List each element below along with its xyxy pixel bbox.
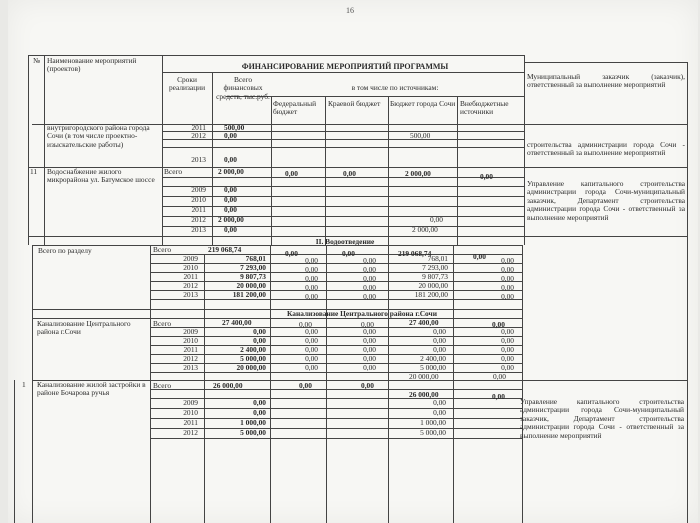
block4-row-federal: 0,00 bbox=[305, 363, 318, 372]
block3-row-regional: 0,00 bbox=[363, 292, 376, 301]
header-terms: Сроки реализации bbox=[168, 75, 206, 93]
block4-regional: 0,00 bbox=[361, 320, 374, 329]
block3-year: 2012 bbox=[183, 281, 198, 290]
header-federal: Федеральный бюджет bbox=[273, 99, 317, 117]
block2-total-label: Всего bbox=[164, 167, 183, 176]
page-number: 16 bbox=[346, 6, 354, 15]
block4-extra-extra: 0,00 bbox=[493, 372, 506, 381]
block1-year: 2012 bbox=[191, 131, 206, 140]
block1-total: 500,00 bbox=[224, 123, 245, 132]
block4-year: 2009 bbox=[183, 327, 198, 336]
block2-row-total: 0,00 bbox=[224, 205, 237, 214]
block4-city: 27 400,00 bbox=[409, 318, 439, 327]
block3-extra: 0,00 bbox=[473, 252, 486, 261]
block3-row-federal: 0,00 bbox=[305, 274, 318, 283]
block2-year: 2010 bbox=[191, 195, 206, 204]
block5-row-total: 1 000,00 bbox=[240, 418, 266, 427]
block5-year: 2012 bbox=[183, 428, 198, 437]
block4-row-regional: 0,00 bbox=[363, 336, 376, 345]
block3-regional: 0,00 bbox=[342, 249, 355, 258]
block4-row-total: 5 000,00 bbox=[240, 354, 266, 363]
block3-row-total: 20 000,00 bbox=[236, 281, 266, 290]
block2-year: 2011 bbox=[191, 205, 206, 214]
block3-row-extra: 0,00 bbox=[501, 256, 514, 265]
block1-year: 2013 bbox=[191, 155, 206, 164]
block4-year: 2012 bbox=[183, 354, 198, 363]
block4-row-city: 5 000,00 bbox=[420, 363, 446, 372]
header-financing: ФИНАНСИРОВАНИЕ МЕРОПРИЯТИЙ ПРОГРАММЫ bbox=[241, 62, 449, 71]
block4-row-federal: 0,00 bbox=[305, 327, 318, 336]
block4-row-total: 0,00 bbox=[253, 327, 266, 336]
block2-num: 11 bbox=[30, 167, 38, 176]
block4-row-city: 0,00 bbox=[433, 327, 446, 336]
block1-customer: строительства администрации города Сочи - ответственный за выполнение мероприятий bbox=[527, 140, 685, 158]
block1-year: 2011 bbox=[191, 123, 206, 132]
block3-city: 219 068,74 bbox=[398, 249, 432, 258]
block4-row-federal: 0,00 bbox=[305, 345, 318, 354]
block3-row-regional: 0,00 bbox=[363, 283, 376, 292]
block3-total-label: Всего bbox=[153, 245, 172, 254]
header-total: Всего финансовых средств, тыс.руб. bbox=[216, 75, 270, 101]
block2-row-total: 0,00 bbox=[224, 225, 237, 234]
block3-row-extra: 0,00 bbox=[501, 265, 514, 274]
block3-row-total: 9 807,73 bbox=[240, 272, 266, 281]
block5-row-total: 0,00 bbox=[253, 398, 266, 407]
section-title: II. Водоотведение bbox=[315, 237, 375, 246]
header-city: Бюджет города Сочи bbox=[390, 99, 456, 108]
block3-year: 2011 bbox=[183, 272, 198, 281]
block4-extra: 0,00 bbox=[492, 320, 505, 329]
block5-extra: 0,00 bbox=[492, 392, 505, 401]
block5-name: Канализование жилой застройки в районе Бочарова ручья bbox=[37, 380, 146, 398]
block5-year: 2010 bbox=[183, 408, 198, 417]
block3-row-city: 20 000,00 bbox=[418, 281, 448, 290]
header-sources: в том числе по источникам: bbox=[351, 83, 439, 92]
block4-row-city: 0,00 bbox=[433, 345, 446, 354]
block4-row-regional: 0,00 bbox=[363, 345, 376, 354]
header-name: Наименование мероприятий (проектов) bbox=[47, 56, 137, 74]
block4-row-extra: 0,00 bbox=[501, 336, 514, 345]
block4-extra-city: 20 000,00 bbox=[409, 372, 439, 381]
subsection-title: Канализование Центрального района г.Сочи bbox=[287, 309, 437, 318]
block2-regional: 0,00 bbox=[343, 169, 356, 178]
block4-row-extra: 0,00 bbox=[501, 354, 514, 363]
block3-total: 219 068,74 bbox=[208, 245, 242, 254]
block5-year: 2009 bbox=[183, 398, 198, 407]
block4-federal: 0,00 bbox=[299, 320, 312, 329]
block3-row-regional: 0,00 bbox=[363, 265, 376, 274]
block3-row-total: 768,01 bbox=[245, 254, 266, 263]
block3-row-total: 7 293,00 bbox=[240, 263, 266, 272]
block3-row-city: 9 807,73 bbox=[422, 272, 448, 281]
block3-row-extra: 0,00 bbox=[501, 274, 514, 283]
block3-row-regional: 0,00 bbox=[363, 256, 376, 265]
block2-row-city: 2 000,00 bbox=[412, 225, 438, 234]
block4-row-regional: 0,00 bbox=[363, 327, 376, 336]
block1-total: 0,00 bbox=[224, 131, 237, 140]
block2-year: 2009 bbox=[191, 185, 206, 194]
block5-row-city: 0,00 bbox=[433, 398, 446, 407]
block2-row-total: 2 000,00 bbox=[218, 215, 244, 224]
block3-row-federal: 0,00 bbox=[305, 292, 318, 301]
block5-year: 2011 bbox=[183, 418, 198, 427]
block3-row-extra: 0,00 bbox=[501, 283, 514, 292]
block3-row-regional: 0,00 bbox=[363, 274, 376, 283]
block4-total: 27 400,00 bbox=[222, 318, 252, 327]
block3-row-extra: 0,00 bbox=[501, 292, 514, 301]
block1-total: 0,00 bbox=[224, 155, 237, 164]
block3-year: 2013 bbox=[183, 290, 198, 299]
block5-num: 1 bbox=[22, 380, 26, 389]
block4-year: 2011 bbox=[183, 345, 198, 354]
block2-row-city: 0,00 bbox=[430, 215, 443, 224]
block4-row-total: 20 000,00 bbox=[236, 363, 266, 372]
block5-federal: 0,00 bbox=[299, 381, 312, 390]
block3-row-federal: 0,00 bbox=[305, 265, 318, 274]
block2-name: Водоснабжение жилого микрорайона ул. Батумское шоссе bbox=[47, 167, 155, 185]
block3-row-city: 7 293,00 bbox=[422, 263, 448, 272]
block3-row-city: 768,01 bbox=[427, 254, 448, 263]
block4-year: 2013 bbox=[183, 363, 198, 372]
block3-row-federal: 0,00 bbox=[305, 283, 318, 292]
block5-city: 26 000,00 bbox=[409, 390, 439, 399]
block2-extra: 0,00 bbox=[480, 172, 493, 181]
block4-row-total: 0,00 bbox=[253, 336, 266, 345]
block2-federal: 0,00 bbox=[285, 169, 298, 178]
block5-customer: Управление капитального строительства администрации города Сочи-муниципальный заказчик, Департамент строительства администрации города Сочи - ответственный за выполнение мероприятий bbox=[520, 397, 684, 440]
block2-customer: Управление капитального строительства администрации города Сочи-муниципальный заказчик, Департамент строительства администрации города Сочи - ответственный за выполнение мероприятий bbox=[527, 179, 685, 222]
block4-row-extra: 0,00 bbox=[501, 345, 514, 354]
block4-row-regional: 0,00 bbox=[363, 363, 376, 372]
block4-name: Канализование Центрального района г.Сочи bbox=[37, 319, 131, 337]
block4-row-federal: 0,00 bbox=[305, 354, 318, 363]
block1-name: внутригородского района города Сочи (в том числе проектно-изыскательские работы) bbox=[47, 123, 150, 149]
block4-year: 2010 bbox=[183, 336, 198, 345]
block4-row-city: 2 400,00 bbox=[420, 354, 446, 363]
block2-total: 2 000,00 bbox=[218, 167, 244, 176]
block4-row-federal: 0,00 bbox=[305, 336, 318, 345]
block2-year: 2012 bbox=[191, 215, 206, 224]
block4-total-label: Всего bbox=[153, 319, 172, 328]
block2-row-total: 0,00 bbox=[224, 185, 237, 194]
block5-row-total: 0,00 bbox=[253, 408, 266, 417]
block4-row-extra: 0,00 bbox=[501, 327, 514, 336]
block3-row-total: 181 200,00 bbox=[232, 290, 266, 299]
block2-year: 2013 bbox=[191, 225, 206, 234]
block5-row-city: 1 000,00 bbox=[420, 418, 446, 427]
block2-city: 2 000,00 bbox=[405, 169, 431, 178]
block3-year: 2009 bbox=[183, 254, 198, 263]
block5-row-city: 5 000,00 bbox=[420, 428, 446, 437]
block3-name: Всего по разделу bbox=[38, 246, 92, 255]
header-customer: Муниципальный заказчик (заказчик), ответственный за выполнение мероприятий bbox=[527, 72, 685, 90]
block5-total-label: Всего bbox=[153, 381, 172, 390]
block4-row-regional: 0,00 bbox=[363, 354, 376, 363]
block4-row-extra: 0,00 bbox=[501, 363, 514, 372]
block5-regional: 0,00 bbox=[361, 381, 374, 390]
header-extra: Внебюджетные источники bbox=[460, 99, 509, 117]
block1-city: 500,00 bbox=[410, 131, 431, 140]
header-regional: Краевой бюджет bbox=[328, 99, 381, 108]
block3-row-city: 181 200,00 bbox=[414, 290, 448, 299]
block4-row-total: 2 400,00 bbox=[240, 345, 266, 354]
block5-total: 26 000,00 bbox=[213, 381, 243, 390]
block3-row-federal: 0,00 bbox=[305, 256, 318, 265]
block3-federal: 0,00 bbox=[285, 249, 298, 258]
header-num: № bbox=[33, 56, 41, 65]
block4-row-city: 0,00 bbox=[433, 336, 446, 345]
block2-row-total: 0,00 bbox=[224, 195, 237, 204]
block5-row-total: 5 000,00 bbox=[240, 428, 266, 437]
block5-row-city: 0,00 bbox=[433, 408, 446, 417]
block3-year: 2010 bbox=[183, 263, 198, 272]
